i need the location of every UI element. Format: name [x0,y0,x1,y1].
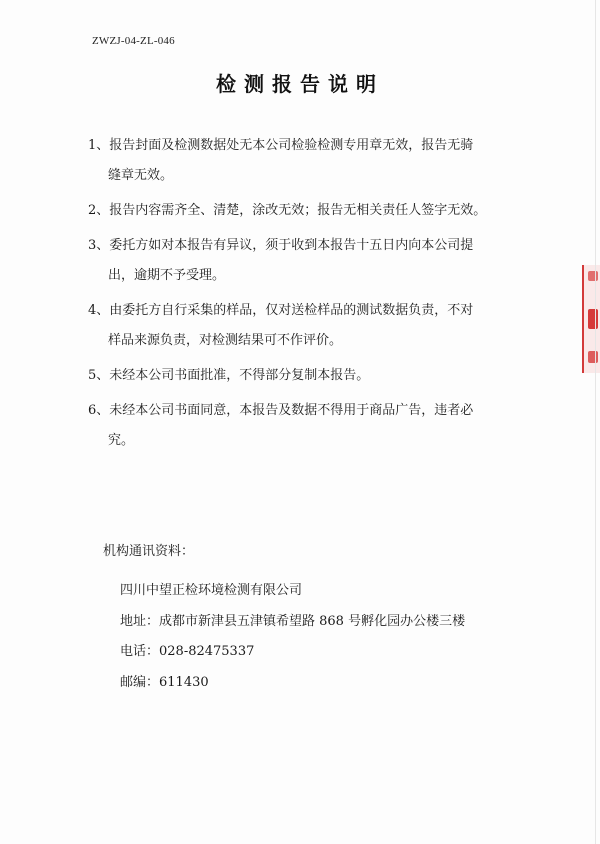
note-number: 3、 [88,238,110,253]
note-item [88,396,518,456]
note-text: 报告内容需齐全、清楚，涂改无效；报告无相关责任人签字无效。 [109,203,487,218]
note-text: 由委托方自行采集的样品，仅对送检样品的测试数据负责，不对 [109,303,474,318]
note-text-continued: 出，逾期不予受理。 [108,268,226,283]
note-item [88,296,518,356]
stamp-fragment [588,309,598,329]
note-item [88,361,518,391]
seam-stamp [582,265,600,373]
note-text: 未经本公司书面同意，本报告及数据不得用于商品广告，违者必 [109,403,474,418]
note-number: 1、 [88,138,110,153]
stamp-fragment [588,271,598,281]
company-address: 地址：成都市新津县五津镇希望路 868 号孵化园办公楼三楼 [120,613,466,629]
note-number: 2、 [88,203,110,218]
contact-heading: 机构通讯资料： [103,544,195,559]
company-postcode: 邮编：611430 [120,674,209,690]
note-text-continued: 样品来源负责，对检测结果可不作评价。 [108,333,343,348]
note-number: 4、 [88,303,110,318]
document-title: 检测报告说明 [216,72,384,96]
notes-list [88,131,518,461]
note-text-continued: 究。 [108,433,135,448]
note-item [88,231,518,291]
note-item [88,196,518,226]
page-edge-line [595,0,596,844]
note-text: 委托方如对本报告有异议，须于收到本报告十五日内向本公司提 [109,238,474,253]
company-phone: 电话：028-82475337 [120,644,255,659]
note-text: 报告封面及检测数据处无本公司检验检测专用章无效，报告无骑 [109,138,474,153]
stamp-fragment [588,351,598,363]
note-number: 6、 [88,403,110,418]
note-text-continued: 缝章无效。 [108,168,174,183]
note-item [88,131,518,191]
note-number: 5、 [88,368,110,383]
note-text: 未经本公司书面批准，不得部分复制本报告。 [109,368,370,383]
contact-lines [120,576,465,698]
company-name: 四川中望正检环境检测有限公司 [120,583,303,598]
document-code: ZWZJ-04-ZL-046 [92,35,175,47]
